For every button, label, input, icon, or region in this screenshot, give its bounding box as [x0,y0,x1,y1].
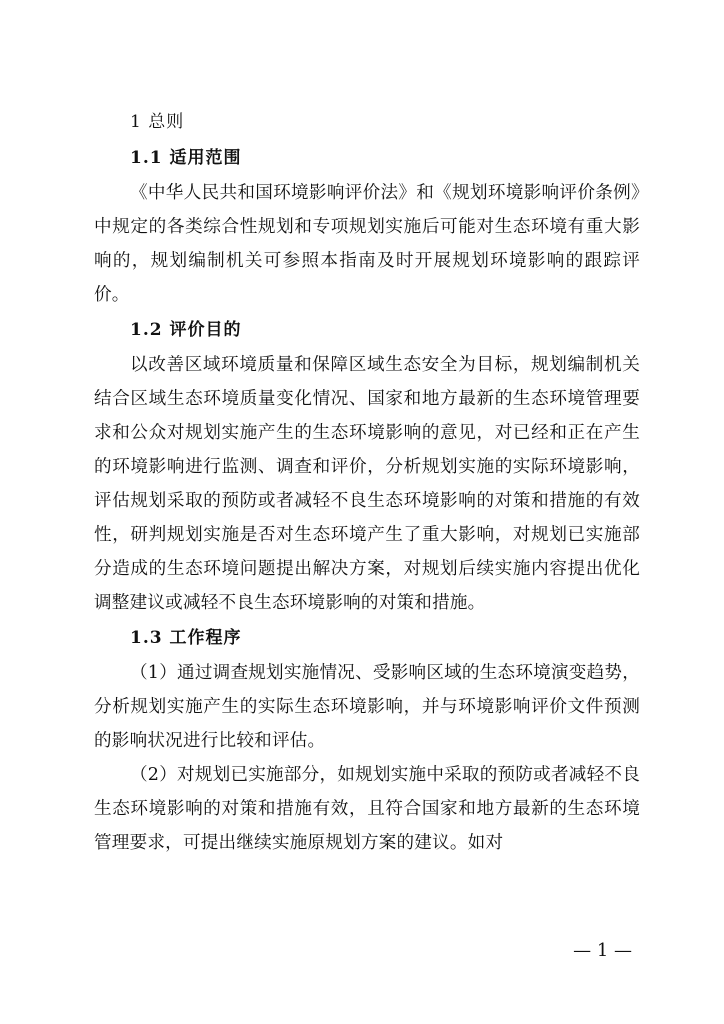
document-body [94,104,640,860]
paragraph-scope: 《中华人民共和国环境影响评价法》和《规划环境影响评价条例》中规定的各类综合性规划和专项规划实施后可能对生态环境有重大影响的，规划编制机关可参照本指南及时开展规划环境影响的跟踪评价。 [94,183,640,305]
section-heading-purpose: 1.2 评价目的 [130,320,242,340]
paragraph-purpose: 以改善区域环境质量和保障区域生态安全为目标，规划编制机关结合区域生态环境质量变化情况、国家和地方最新的生态环境管理要求和公众对规划实施产生的生态环境影响的意见，对已经和正在产生的环境影响进行监测、调查和评价，分析规划实施的实际环境影响，评估规划采取的预防或者减轻不良生态环境影响的对策和措施的有效性，研判规划实施是否对生态环境产生了重大影响，对规划已实施部分造成的生态环境问题提出解决方案，对规划后续实施内容提出优化调整建议或减轻不良生态环境影响的对策和措施。 [94,355,640,613]
section-heading-procedure: 1.3 工作程序 [130,628,242,648]
section-heading-general: 1 总则 [130,112,185,132]
paragraph-procedure-item-2: （2）对规划已实施部分，如规划实施中采取的预防或者减轻不良生态环境影响的对策和措施有效，且符合国家和地方最新的生态环境管理要求，可提出继续实施原规划方案的建议。如对 [94,765,640,853]
paragraph-procedure-item-1: （1）通过调查规划实施情况、受影响区域的生态环境演变趋势，分析规划实施产生的实际生态环境影响，并与环境影响评价文件预测的影响状况进行比较和评估。 [94,663,640,751]
page-number: — 1 — [573,940,632,961]
section-heading-scope: 1.1 适用范围 [130,148,242,168]
